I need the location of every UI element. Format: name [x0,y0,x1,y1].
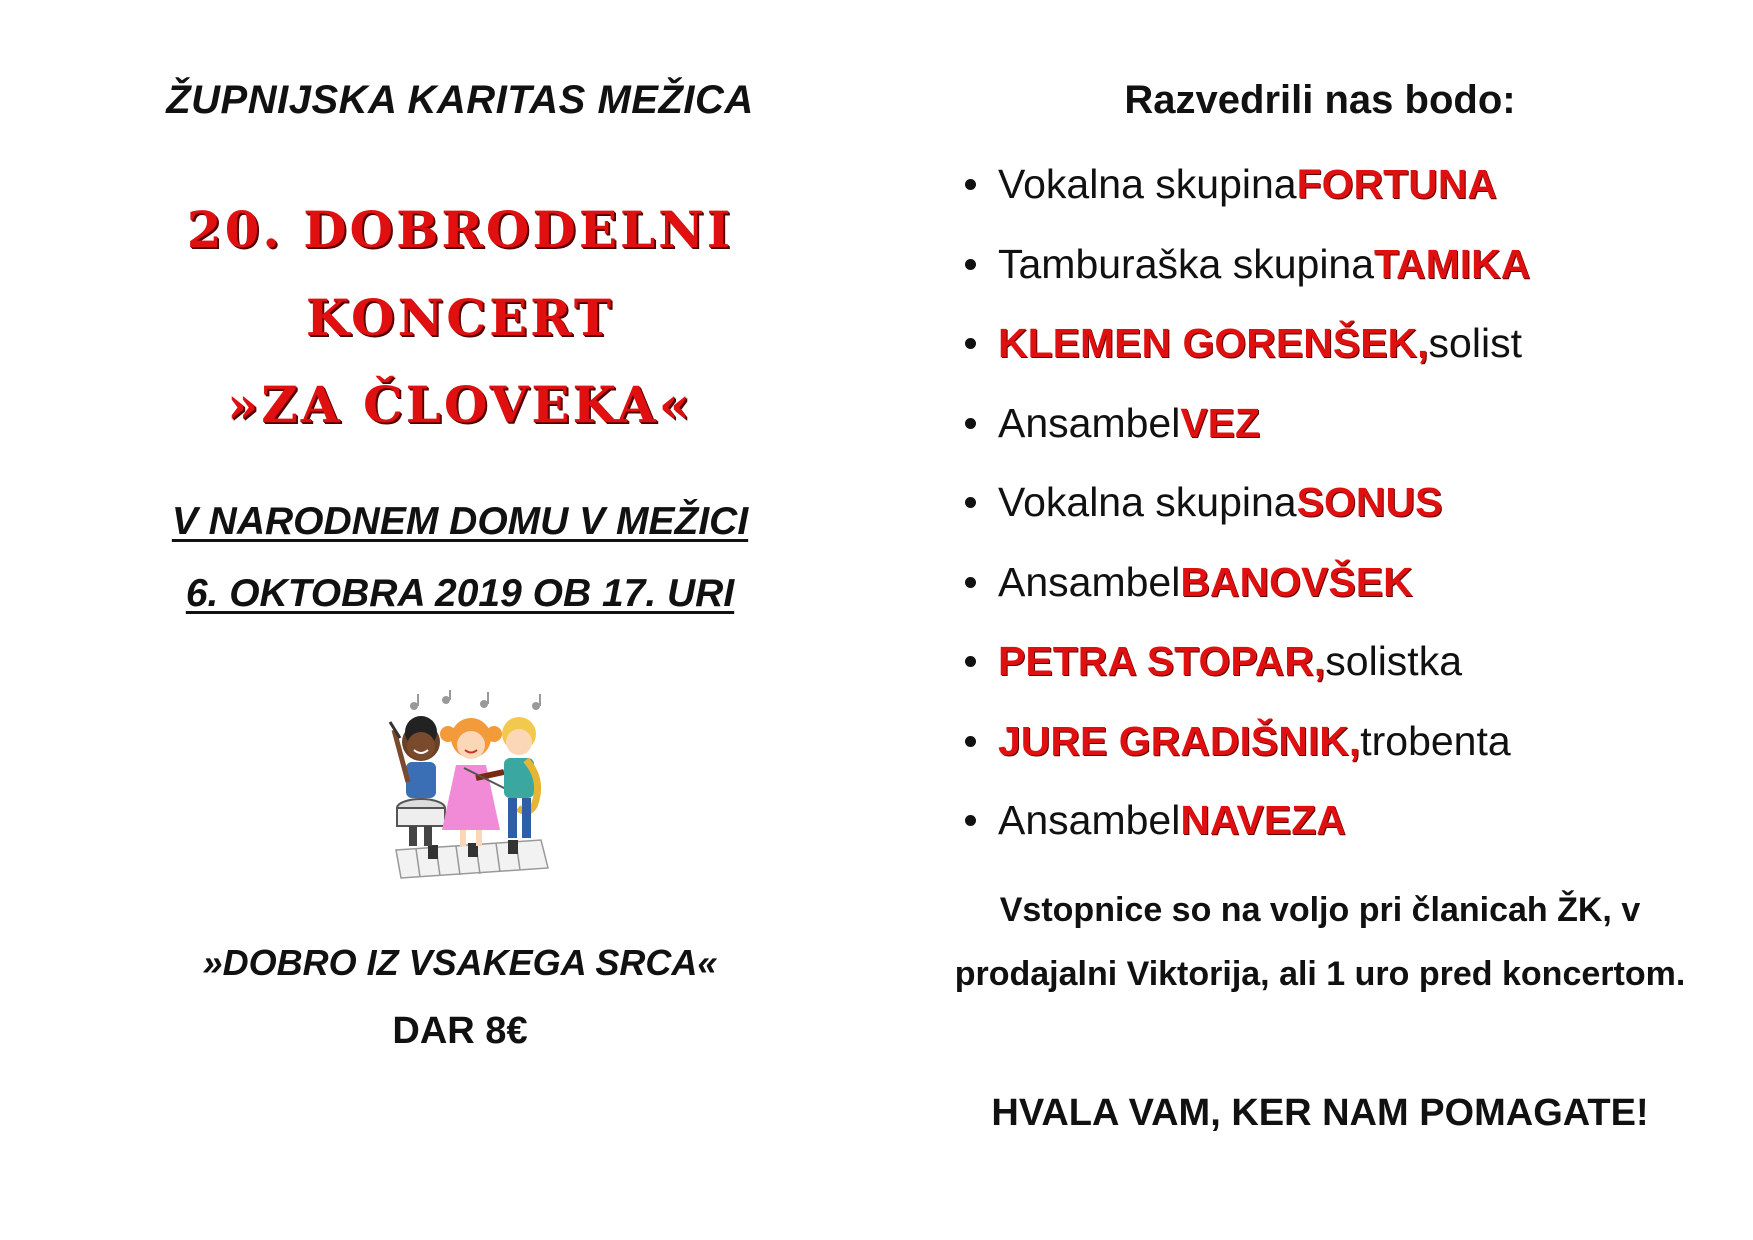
venue-place-text: V NARODNEM DOMU V MEŽICI [171,500,749,543]
bullet-icon [965,179,976,190]
left-column [60,0,860,1240]
performer-prefix: Vokalna skupina [998,479,1297,526]
donation-price: DAR 8€ [392,1010,528,1052]
bullet-icon [965,497,976,508]
performer-suffix: solist [1428,320,1522,367]
bullet-icon [965,656,976,667]
bullet-icon [965,338,976,349]
motto: »DOBRO IZ VSAKEGA SRCA« [202,942,718,983]
performer-name: BANOVŠEK [1180,558,1413,605]
venue-datetime [60,572,860,616]
performer-name: TAMIKA [1374,240,1531,287]
performer-suffix: solistka [1325,638,1462,685]
bullet-icon [965,815,976,826]
venue-datetime-text: 6. OKTOBRA 2019 OB 17. URI [185,572,735,615]
performer-item [965,225,1530,305]
concert-title-line-2: KONCERT [305,288,615,347]
bullet-icon [965,418,976,429]
organizer: ŽUPNIJSKA KARITAS MEŽICA [166,78,754,122]
drummer-figure-icon [390,716,445,846]
performer-name: NAVEZA [1180,797,1346,844]
performer-prefix: Ansambel [998,797,1181,844]
performers-heading: Razvedrili nas bodo: [1124,78,1516,122]
performer-prefix: Ansambel [998,399,1181,446]
performer-item [965,702,1530,782]
violinist-figure-icon [440,718,508,846]
bullet-icon [965,736,976,747]
performer-suffix: trobenta [1360,717,1511,764]
performer-item [965,463,1530,543]
concert-title-line-1: 20. DOBRODELNI [186,200,734,259]
bullet-icon [965,577,976,588]
performer-name: KLEMEN GORENŠEK, [998,320,1429,367]
tickets-info: Vstopnice so na voljo pri članicah ŽK, v prodajalni Viktorija, ali 1 uro pred koncertom. [954,891,1686,993]
saxophonist-figure-icon [502,717,538,838]
bullet-icon [965,259,976,270]
performer-name: JURE GRADIŠNIK, [998,717,1361,764]
performer-prefix: Tamburaška skupina [998,240,1375,287]
piano-keys-icon [396,840,548,878]
thanks-message: HVALA VAM, KER NAM POMAGATE! [991,1092,1649,1134]
performer-name: FORTUNA [1296,161,1498,208]
performer-prefix: Ansambel [998,558,1181,605]
performer-item [965,543,1530,623]
right-column [920,0,1720,1240]
concert-title-line-3: »ZA ČLOVEKA« [227,375,693,434]
music-notes-icon [410,690,541,710]
venue-place [60,500,860,544]
performer-name: SONUS [1296,479,1443,526]
performer-item [965,304,1530,384]
performer-item [965,622,1530,702]
performer-prefix: Vokalna skupina [998,161,1297,208]
performer-name: VEZ [1180,399,1261,446]
performer-item [965,384,1530,464]
performer-name: PETRA STOPAR, [998,638,1326,685]
performers-list [965,145,1530,861]
performer-item [965,145,1530,225]
performer-item [965,781,1530,861]
children-musicians-icon [376,690,556,880]
